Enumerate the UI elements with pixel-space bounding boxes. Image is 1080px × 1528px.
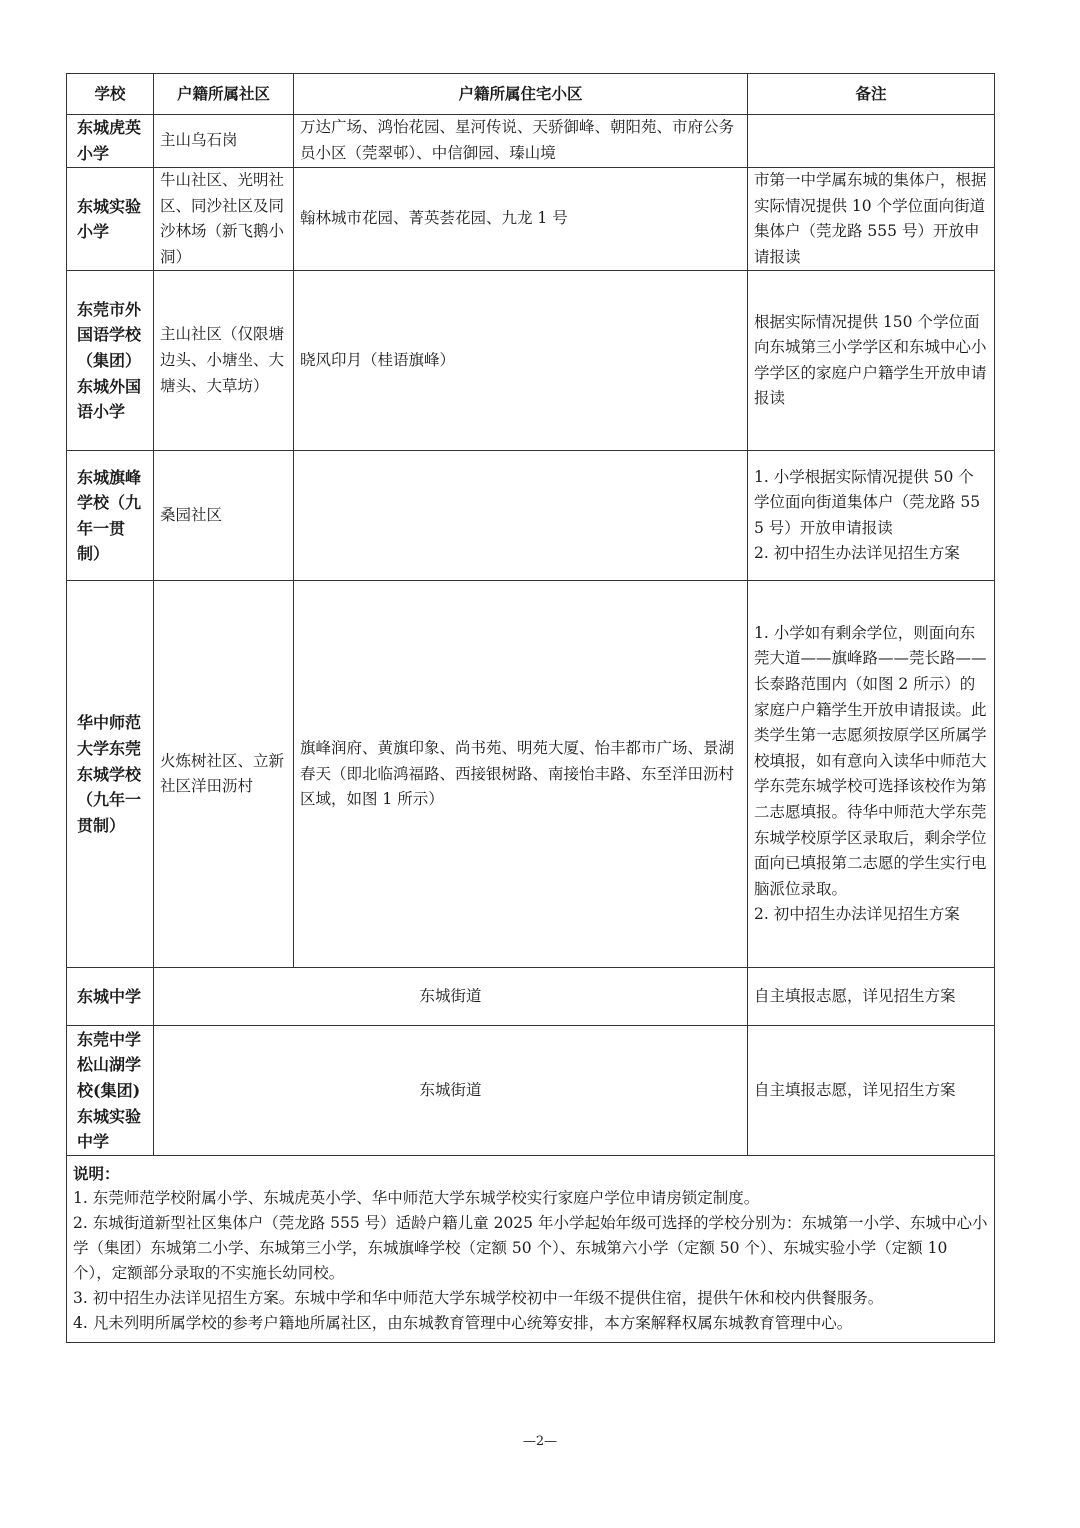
- school-cell: 东城虎英小学: [67, 115, 154, 168]
- note-item: 1. 东莞师范学校附属小学、东城虎英小学、华中师范大学东城学校实行家庭户学位申请房锁定制度。: [73, 1189, 760, 1208]
- remarks-cell: [748, 451, 995, 581]
- remarks-cell: 自主填报志愿，详见招生方案: [748, 1026, 995, 1156]
- notes-title: 说明：: [73, 1164, 120, 1184]
- school-cell: 东城旗峰学校（九年一贯制）: [67, 451, 154, 581]
- school-cell: 华中师范大学东莞东城学校（九年一贯制）: [67, 581, 154, 968]
- school-cell: 东莞中学松山湖学校(集团)东城实验中学: [67, 1026, 154, 1156]
- header-residential: 户籍所属住宅小区: [294, 74, 748, 115]
- residential-cell: 晓风印月（桂语旗峰）: [294, 271, 748, 451]
- community-cell: 火炼树社区、立新社区洋田沥村: [154, 581, 294, 968]
- table-row: [67, 968, 995, 1026]
- note-item: 2. 东城街道新型社区集体户（莞龙路 555 号）适龄户籍儿童 2025 年小学起始年级可选择的学校分别为：东城第一小学、东城中心小学（集团）东城第二小学、东城第三小学，东城旗峰学校（定额 50 个）、东城第六小学（定额 50 个）、东城实验小学（定额 10 个），定额部分录取的不实施长幼同校。: [73, 1214, 988, 1283]
- header-row: [67, 74, 995, 115]
- remarks-cell: 根据实际情况提供 150 个学位面向东城第三小学学区和东城中心小学学区的家庭户户籍学生开放申请报读: [748, 271, 995, 451]
- header-community: 户籍所属社区: [154, 74, 294, 115]
- notes-cell: [67, 1156, 995, 1343]
- table-row: [67, 115, 995, 168]
- remarks-line: 2. 初中招生办法详见招生方案: [754, 544, 960, 563]
- residential-cell: 翰林城市花园、菁英荟花园、九龙 1 号: [294, 168, 748, 271]
- area-cell: 东城街道: [154, 1026, 748, 1156]
- table-row: [67, 168, 995, 271]
- community-cell: 主山社区（仅限塘边头、小塘坐、大塘头、大草坊）: [154, 271, 294, 451]
- school-cell: 东城实验小学: [67, 168, 154, 271]
- school-cell: 东城中学: [67, 968, 154, 1026]
- residential-cell: 旗峰润府、黄旗印象、尚书苑、明苑大厦、怡丰都市广场、景湖春天（即北临鸿福路、西接银树路、南接怡丰路、东至洋田沥村区域，如图 1 所示）: [294, 581, 748, 968]
- note-item: 3. 初中招生办法详见招生方案。东城中学和华中师范大学东城学校初中一年级不提供住宿，提供午休和校内供餐服务。: [73, 1289, 884, 1308]
- table-row: [67, 451, 995, 581]
- page-number: —2—: [522, 1434, 558, 1449]
- header-school: 学校: [67, 74, 154, 115]
- remarks-cell: 市第一中学属东城的集体户，根据实际情况提供 10 个学位面向街道集体户（莞龙路 555 号）开放申请报读: [748, 168, 995, 271]
- note-item: 4. 凡未列明所属学校的参考户籍地所属社区，由东城教育管理中心统筹安排，本方案解释权属东城教育管理中心。: [73, 1314, 853, 1333]
- community-cell: 牛山社区、光明社区、同沙社区及同沙林场（新飞鹅小洞）: [154, 168, 294, 271]
- area-cell: 东城街道: [154, 968, 748, 1026]
- remarks-line: 2. 初中招生办法详见招生方案: [754, 905, 960, 924]
- remarks-line: 1. 小学根据实际情况提供 50 个学位面向街道集体户（莞龙路 555 号）开放申请报读: [754, 467, 981, 537]
- table-row: [67, 271, 995, 451]
- enrollment-table: [66, 73, 995, 1343]
- table-row: [67, 581, 995, 968]
- community-cell: 主山乌石岗: [154, 115, 294, 168]
- table-row: [67, 1026, 995, 1156]
- remarks-cell: [748, 115, 995, 168]
- header-remarks: 备注: [748, 74, 995, 115]
- residential-cell: [294, 451, 748, 581]
- remarks-line: 1. 小学如有剩余学位，则面向东莞大道——旗峰路——莞长路——长泰路范围内（如图 2 所示）的家庭户户籍学生开放申请报读。此类学生第一志愿须按原学区所属学校填报，如有意向入读华中师范大学东莞东城学校可选择该校作为第二志愿填报。待华中师范大学东莞东城学校原学区录取后，剩余学位面向已填报第二志愿的学生实行电脑派位录取。: [754, 623, 987, 898]
- community-cell: 桑园社区: [154, 451, 294, 581]
- remarks-cell: 自主填报志愿，详见招生方案: [748, 968, 995, 1026]
- school-cell: 东莞市外国语学校（集团）东城外国语小学: [67, 271, 154, 451]
- notes-row: [67, 1156, 995, 1343]
- remarks-cell: [748, 581, 995, 968]
- residential-cell: 万达广场、鸿怡花园、星河传说、天骄御峰、朝阳苑、市府公务员小区（莞翠邨）、中信御园、瑧山境: [294, 115, 748, 168]
